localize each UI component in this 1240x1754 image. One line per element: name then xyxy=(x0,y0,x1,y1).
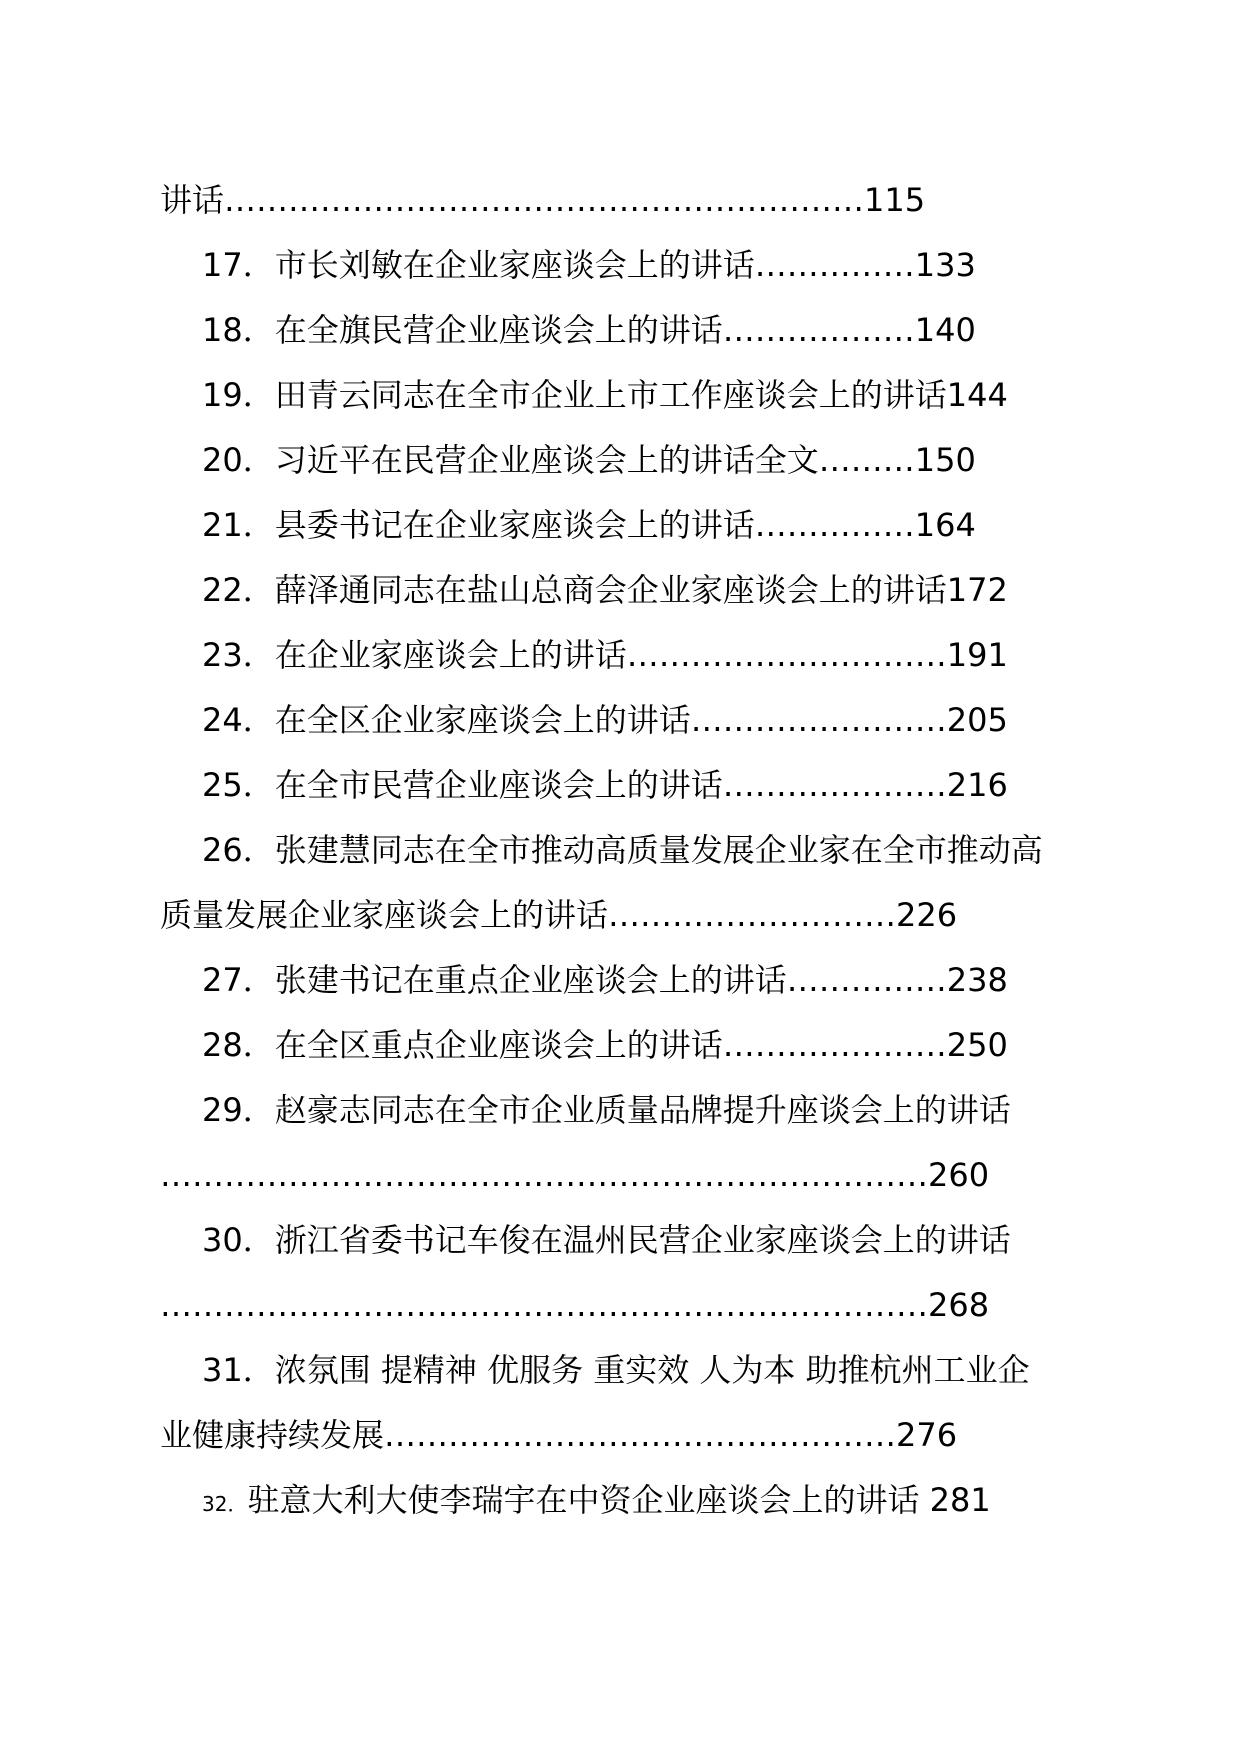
toc-entry-31-line-2: 业健康持续发展…………………………………………276 xyxy=(160,1416,958,1454)
toc-entry-26-line-2: 质量发展企业家座谈会上的讲话………………………226 xyxy=(160,896,958,934)
toc-entry-22: 22．薛泽通同志在盐山总商会企业家座谈会上的讲话172 xyxy=(202,571,1008,609)
toc-entry-20: 20．习近平在民营企业座谈会上的讲话全文………150 xyxy=(202,441,976,479)
toc-entry-26-line-1: 26．张建慧同志在全市推动高质量发展企业家在全市推动高 xyxy=(202,831,1043,869)
toc-line-continuation-115: 讲话……………………………………………………115 xyxy=(160,181,926,219)
table-of-contents xyxy=(160,168,1100,1533)
toc-entry-17: 17．市长刘敏在企业家座谈会上的讲话……………133 xyxy=(202,246,976,284)
toc-entry-32 xyxy=(160,1468,1100,1533)
toc-entry-32-number: 32． xyxy=(202,1492,248,1516)
toc-entry-30-line-2: ………………………………………………………………268 xyxy=(160,1286,990,1324)
toc-entry-30-line-1: 30．浙江省委书记车俊在温州民营企业家座谈会上的讲话 xyxy=(202,1221,1011,1259)
toc-entry-25: 25．在全市民营企业座谈会上的讲话…………………216 xyxy=(202,766,1008,804)
toc-entry-28: 28．在全区重点企业座谈会上的讲话…………………250 xyxy=(202,1026,1008,1064)
toc-entry-18: 18．在全旗民营企业座谈会上的讲话………………140 xyxy=(202,311,976,349)
toc-entry-27: 27．张建书记在重点企业座谈会上的讲话……………238 xyxy=(202,961,1008,999)
toc-entry-32-title: 驻意大利大使李瑞宇在中资企业座谈会上的讲话 281 xyxy=(247,1481,991,1519)
toc-entry-19: 19．田青云同志在全市企业上市工作座谈会上的讲话144 xyxy=(202,376,1008,414)
toc-entry-23: 23．在企业家座谈会上的讲话…………………………191 xyxy=(202,636,1008,674)
toc-entry-24: 24．在全区企业家座谈会上的讲话……………………205 xyxy=(202,701,1008,739)
toc-entry-21: 21．县委书记在企业家座谈会上的讲话……………164 xyxy=(202,506,976,544)
toc-entry-29-line-2: ………………………………………………………………260 xyxy=(160,1156,990,1194)
toc-entry-29-line-1: 29．赵豪志同志在全市企业质量品牌提升座谈会上的讲话 xyxy=(202,1091,1011,1129)
toc-entry-31-line-1: 31．浓氛围 提精神 优服务 重实效 人为本 助推杭州工业企 xyxy=(202,1351,1030,1389)
